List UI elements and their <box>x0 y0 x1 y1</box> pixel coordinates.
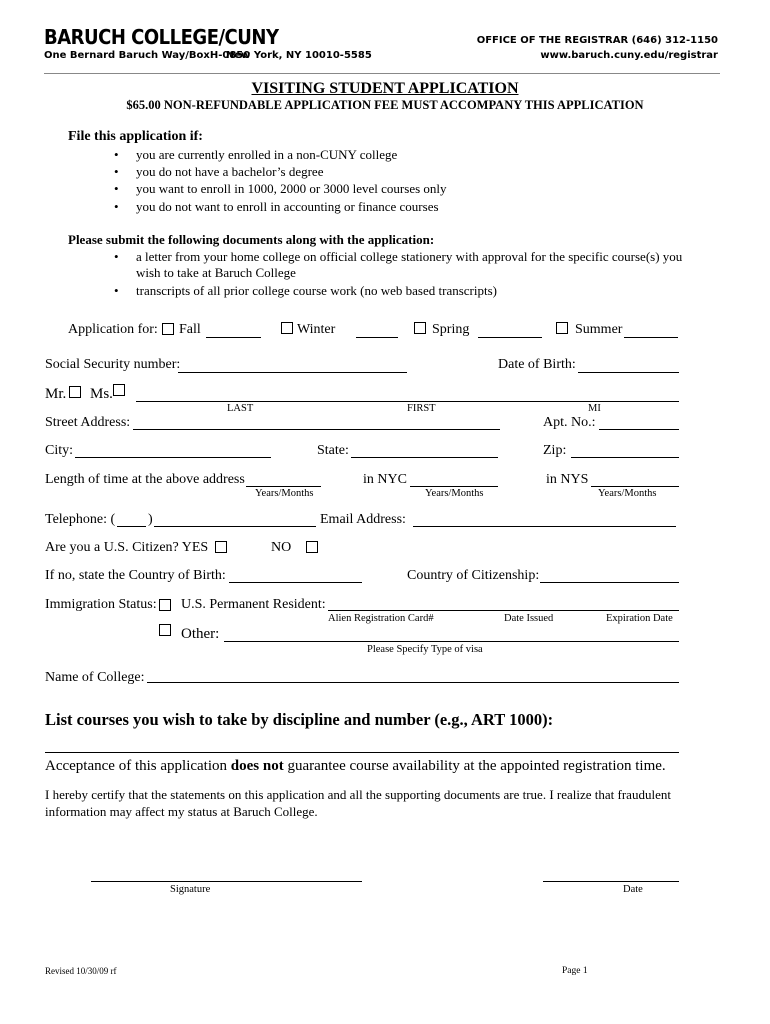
middle-initial-caption: MI <box>588 403 601 414</box>
list-item <box>114 147 398 163</box>
winter-checkbox[interactable] <box>281 322 293 334</box>
registrar-office: OFFICE OF THE REGISTRAR (646) 312-1150 <box>476 35 718 46</box>
dob-label: Date of Birth: <box>498 357 576 372</box>
college-name: BARUCH COLLEGE/CUNY <box>44 25 279 50</box>
bullet: • <box>114 181 119 196</box>
list-item <box>114 164 324 180</box>
citizen-yes-checkbox[interactable] <box>215 541 227 553</box>
fall-checkbox[interactable] <box>162 323 174 335</box>
visa-caption: Please Specify Type of visa <box>367 644 483 655</box>
summer-label: Summer <box>575 322 623 337</box>
ms-label: Ms. <box>90 386 113 402</box>
other-visa-checkbox[interactable] <box>159 624 171 636</box>
list-item-text: you want to enroll in 1000, 2000 or 3000 level courses only <box>136 181 447 196</box>
country-citizenship-label: Country of Citizenship: <box>407 568 540 583</box>
email-label: Email Address: <box>320 512 406 527</box>
application-for-label: Application for: <box>68 322 158 337</box>
citizen-question: Are you a U.S. Citizen? YES <box>45 540 209 555</box>
list-item <box>114 283 497 299</box>
telephone-field[interactable] <box>154 526 316 527</box>
spring-field[interactable] <box>478 337 542 338</box>
permanent-resident-checkbox[interactable] <box>159 599 171 611</box>
fee-notice: $65.00 NON-REFUNDABLE APPLICATION FEE MUST ACCOMPANY THIS APPLICATION <box>126 98 644 112</box>
spring-label: Spring <box>432 322 470 337</box>
page-number: Page 1 <box>562 966 588 976</box>
fall-field[interactable] <box>206 337 261 338</box>
alien-card-caption: Alien Registration Card# <box>328 613 434 624</box>
first-name-caption: FIRST <box>407 403 436 414</box>
acceptance-emphasis: does not <box>230 758 284 774</box>
courses-field[interactable] <box>45 752 679 753</box>
signature-field[interactable] <box>91 881 362 882</box>
file-if-heading: File this application if: <box>68 129 203 144</box>
in-nyc-label: in NYC <box>363 472 407 487</box>
date-issued-caption: Date Issued <box>504 613 554 624</box>
acceptance-notice <box>45 758 666 775</box>
citizen-no-label: NO <box>271 540 292 555</box>
documents-heading: Please submit the following documents along with the application: <box>68 232 435 247</box>
date-caption: Date <box>623 884 643 895</box>
street-field[interactable] <box>133 429 500 430</box>
list-item <box>114 249 683 265</box>
spring-checkbox[interactable] <box>414 322 426 334</box>
college-city: New York, NY 10010-5585 <box>226 50 372 61</box>
page-title: VISITING STUDENT APPLICATION <box>251 80 519 97</box>
list-item-text: transcripts of all prior college course work (no web based transcripts) <box>136 283 497 298</box>
in-nys-label: in NYS <box>546 472 589 487</box>
name-field[interactable] <box>136 401 679 402</box>
list-item <box>114 199 439 215</box>
list-item <box>114 181 447 197</box>
ssn-label: Social Security number: <box>45 357 181 372</box>
dob-field[interactable] <box>578 372 679 373</box>
list-item-text: wish to take at Baruch College <box>136 265 296 280</box>
bullet: • <box>114 164 119 179</box>
bullet: • <box>114 249 119 264</box>
ms-checkbox[interactable] <box>113 384 125 396</box>
years-months-caption: Years/Months <box>425 488 484 499</box>
registrar-website[interactable]: www.baruch.cuny.edu/registrar <box>540 50 718 61</box>
list-item-text: a letter from your home college on official college stationery with approval for the specific course(s) you <box>136 249 683 264</box>
city-field[interactable] <box>75 457 271 458</box>
bullet: • <box>114 283 119 298</box>
mr-label: Mr. <box>45 386 67 402</box>
state-field[interactable] <box>351 457 498 458</box>
bullet: • <box>114 199 119 214</box>
country-birth-field[interactable] <box>229 582 362 583</box>
country-birth-label: If no, state the Country of Birth: <box>45 568 226 583</box>
telephone-label: Telephone: ( <box>45 512 116 527</box>
ssn-field[interactable] <box>178 372 407 373</box>
email-field[interactable] <box>413 526 676 527</box>
telephone-close-paren: ) <box>148 512 153 527</box>
college-label: Name of College: <box>45 670 145 685</box>
immigration-label: Immigration Status: <box>45 597 157 612</box>
length-label: Length of time at the above address <box>45 472 245 487</box>
area-code-field[interactable] <box>117 526 146 527</box>
apt-field[interactable] <box>599 429 679 430</box>
courses-heading: List courses you wish to take by discipline and number (e.g., ART 1000): <box>45 710 554 729</box>
years-months-caption: Years/Months <box>255 488 314 499</box>
expiration-caption: Expiration Date <box>606 613 673 624</box>
length-address-field[interactable] <box>246 486 321 487</box>
header-rule <box>44 73 720 74</box>
permanent-resident-label: U.S. Permanent Resident: <box>181 597 326 612</box>
summer-checkbox[interactable] <box>556 322 568 334</box>
winter-label: Winter <box>297 322 336 337</box>
in-nys-field[interactable] <box>591 486 679 487</box>
list-item-text: you are currently enrolled in a non-CUNY college <box>136 147 398 162</box>
college-field[interactable] <box>147 682 679 683</box>
list-item-text: you do not have a bachelor’s degree <box>136 164 324 179</box>
acceptance-text: guarantee course availability at the appointed registration time. <box>283 758 666 774</box>
citizen-no-checkbox[interactable] <box>306 541 318 553</box>
signature-caption: Signature <box>170 884 211 895</box>
bullet: • <box>114 147 119 162</box>
winter-field[interactable] <box>356 337 398 338</box>
state-label: State: <box>317 443 349 458</box>
city-label: City: <box>45 443 74 458</box>
date-field[interactable] <box>543 881 679 882</box>
revised-note: Revised 10/30/09 rf <box>45 966 117 976</box>
certification-text: I hereby certify that the statements on this application and all the supporting documents are true. I realize that fraudulent <box>45 787 671 802</box>
last-name-caption: LAST <box>227 403 254 414</box>
college-address: One Bernard Baruch Way/BoxH-0850 <box>44 50 251 61</box>
certification-text: information may affect my status at Baruch College. <box>45 804 318 819</box>
other-label: Other: <box>181 626 220 642</box>
apt-label: Apt. No.: <box>543 415 596 430</box>
other-visa-field[interactable] <box>224 641 679 642</box>
mr-checkbox[interactable] <box>69 386 81 398</box>
list-item-text: you do not want to enroll in accounting or finance courses <box>136 199 439 214</box>
summer-field[interactable] <box>624 337 678 338</box>
years-months-caption: Years/Months <box>598 488 657 499</box>
zip-label: Zip: <box>543 443 567 458</box>
permanent-resident-field[interactable] <box>328 610 679 611</box>
fall-label: Fall <box>179 322 201 337</box>
zip-field[interactable] <box>571 457 679 458</box>
country-citizenship-field[interactable] <box>540 582 679 583</box>
acceptance-text: Acceptance of this application <box>45 758 231 774</box>
in-nyc-field[interactable] <box>410 486 498 487</box>
street-label: Street Address: <box>45 415 131 430</box>
